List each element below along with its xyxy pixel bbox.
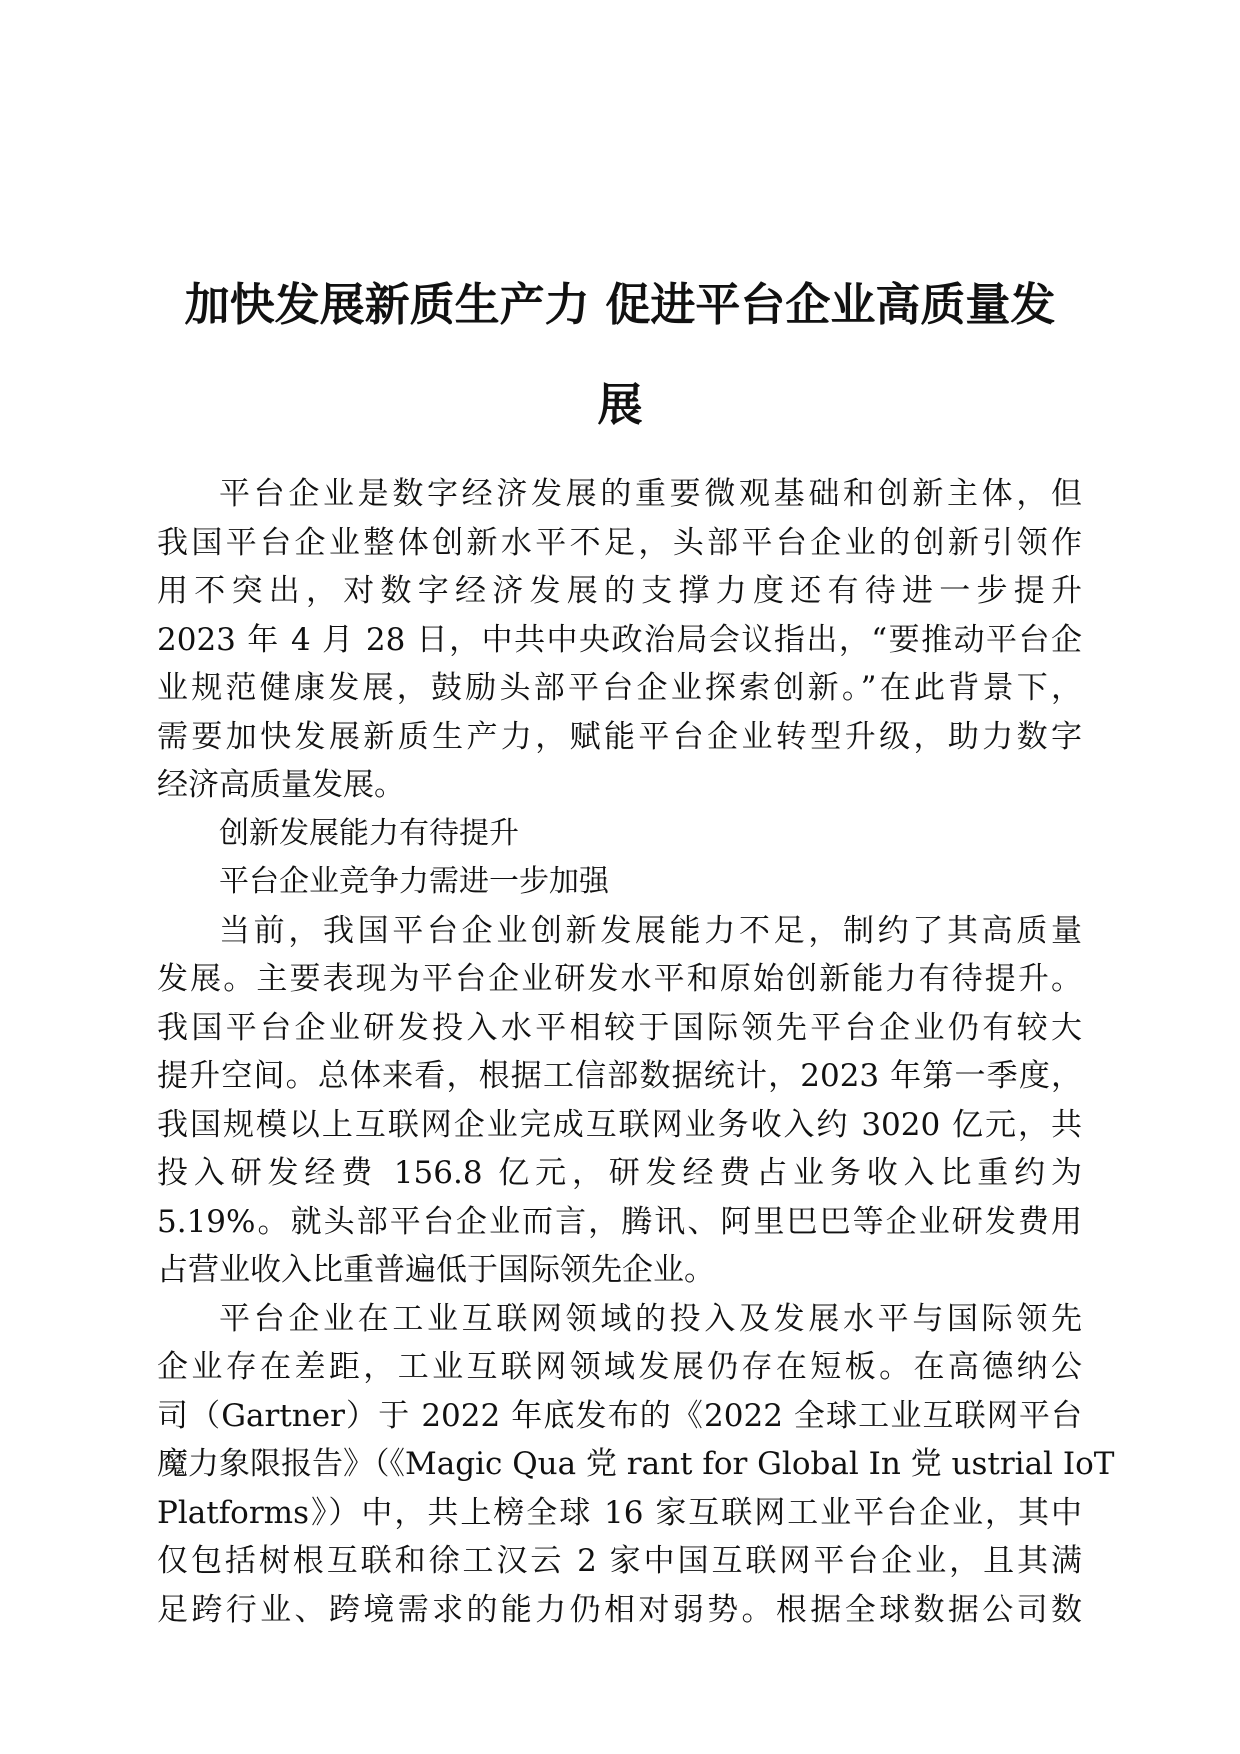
page-title — [150, 255, 1090, 455]
paragraph-line: 投入研发经费 156.8 亿元，研发经费占业务收入比重约为 — [157, 1155, 1082, 1191]
paragraph-rd-investment — [157, 907, 1082, 1295]
paragraph-line: 经济高质量发展。 — [157, 767, 405, 803]
paragraph-line: Platforms》）中，共上榜全球 16 家互联网工业平台企业，其中 — [157, 1494, 1082, 1531]
paragraph-line: 平台企业是数字经济发展的重要微观基础和创新主体，但 — [219, 476, 1082, 512]
paragraph-line: 我国平台企业整体创新水平不足，头部平台企业的创新引领作 — [157, 524, 1082, 561]
paragraph-line: 我国规模以上互联网企业完成互联网业务收入约 3020 亿元，共 — [157, 1106, 1082, 1143]
paragraph-line: 企业存在差距，工业互联网领域发展仍存在短板。在高德纳公 — [157, 1349, 1082, 1385]
paragraph-line: 我国平台企业研发投入水平相较于国际领先平台企业仍有较大 — [157, 1009, 1082, 1046]
paragraph-line: 2023 年 4 月 28 日，中共中央政治局会议指出，“要推动平台企 — [157, 621, 1082, 658]
title-line-2: 展 — [597, 378, 643, 431]
paragraph-line: 当前，我国平台企业创新发展能力不足，制约了其高质量 — [219, 912, 1082, 949]
title-line-1: 加快发展新质生产力 促进平台企业高质量发 — [184, 278, 1056, 331]
paragraph-line: 魔力象限报告》（《Magic Qua 党 rant for Global In 党 ustrial IoT — [157, 1446, 1115, 1482]
paragraph-line: 需要加快发展新质生产力，赋能平台企业转型升级，助力数字 — [157, 718, 1082, 755]
paragraph-line: 业规范健康发展，鼓励头部平台企业探索创新。”在此背景下， — [157, 670, 1082, 706]
paragraph-line: 用不突出，对数字经济发展的支撑力度还有待进一步提升 — [157, 573, 1082, 609]
paragraph-line: 仅包括树根互联和徐工汉云 2 家中国互联网平台企业，且其满 — [157, 1543, 1082, 1579]
section-heading: 创新发展能力有待提升 — [219, 815, 519, 851]
paragraph-line: 平台企业在工业互联网领域的投入及发展水平与国际领先 — [219, 1300, 1082, 1337]
paragraph-line: 5.19%。就头部平台企业而言，腾讯、阿里巴巴等企业研发费用 — [157, 1203, 1082, 1240]
subsection-heading: 平台企业竞争力需进一步加强 — [219, 864, 609, 899]
paragraph-industrial-internet — [157, 1295, 1115, 1635]
paragraph-intro — [157, 470, 1082, 810]
document-body — [157, 470, 1115, 1634]
paragraph-line: 发展。主要表现为平台企业研发水平和原始创新能力有待提升。 — [157, 961, 1082, 997]
paragraph-line: 提升空间。总体来看，根据工信部数据统计，2023 年第一季度， — [157, 1058, 1082, 1094]
paragraph-line: 司（Gartner）于 2022 年底发布的《2022 全球工业互联网平台 — [157, 1397, 1082, 1434]
paragraph-line: 足跨行业、跨境需求的能力仍相对弱势。根据全球数据公司数 — [157, 1591, 1082, 1628]
paragraph-line: 占营业收入比重普遍低于国际领先企业。 — [157, 1252, 715, 1288]
